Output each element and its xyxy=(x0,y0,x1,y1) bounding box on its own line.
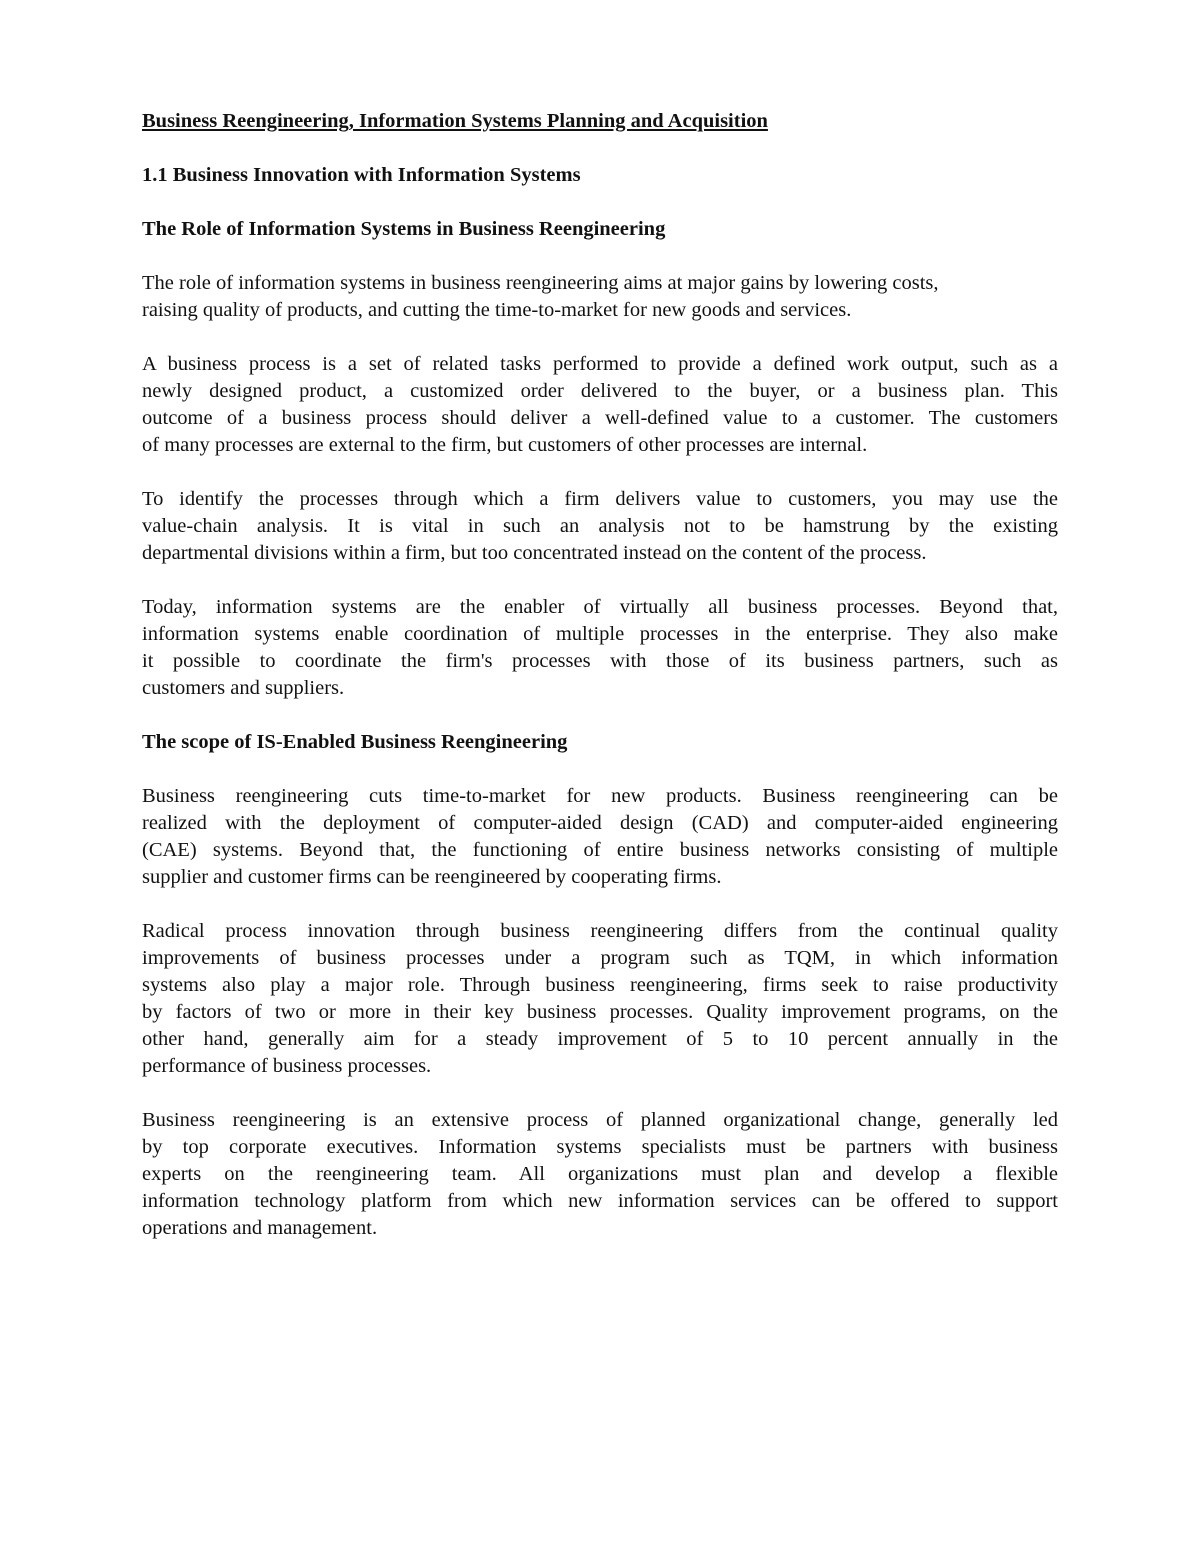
text-line: departmental divisions within a firm, but too concentrated instead on the content of the process. xyxy=(142,542,927,564)
text-line: by factors of two or more in their key business processes. Quality improvement programs, on the xyxy=(142,1001,1058,1023)
text-line: Radical process innovation through business reengineering differs from the continual quality xyxy=(142,920,1058,942)
text-line: operations and management. xyxy=(142,1217,378,1239)
paragraph xyxy=(142,783,1058,891)
text-line: other hand, generally aim for a steady improvement of 5 to 10 percent annually in the xyxy=(142,1028,1058,1050)
text-line: it possible to coordinate the firm's processes with those of its business partners, such as xyxy=(142,650,1058,672)
subheading-scope: The scope of IS-Enabled Business Reengineering xyxy=(142,731,568,753)
paragraph xyxy=(142,270,1058,324)
text-line: experts on the reengineering team. All organizations must plan and develop a flexible xyxy=(142,1163,1058,1185)
text-line: value-chain analysis. It is vital in such an analysis not to be hamstrung by the existing xyxy=(142,515,1058,537)
text-line: improvements of business processes under a program such as TQM, in which information xyxy=(142,947,1058,969)
text-line: systems also play a major role. Through business reengineering, firms seek to raise productivity xyxy=(142,974,1058,996)
text-line: information technology platform from which new information services can be offered to support xyxy=(142,1190,1058,1212)
text-line: information systems enable coordination of multiple processes in the enterprise. They also make xyxy=(142,623,1058,645)
text-line: Today, information systems are the enabler of virtually all business processes. Beyond that, xyxy=(142,596,1058,618)
text-line: (CAE) systems. Beyond that, the functioning of entire business networks consisting of multiple xyxy=(142,839,1058,861)
text-line: Business reengineering is an extensive process of planned organizational change, generally led xyxy=(142,1109,1058,1131)
text-line: A business process is a set of related tasks performed to provide a defined work output, such as a xyxy=(142,353,1058,375)
text-line: performance of business processes. xyxy=(142,1055,432,1077)
paragraph xyxy=(142,918,1058,1080)
paragraph xyxy=(142,486,1058,567)
paragraph xyxy=(142,351,1058,459)
subheading-role: The Role of Information Systems in Business Reengineering xyxy=(142,218,666,240)
text-line: newly designed product, a customized order delivered to the buyer, or a business plan. This xyxy=(142,380,1058,402)
paragraph xyxy=(142,1107,1058,1242)
text-line: supplier and customer firms can be reengineered by cooperating firms. xyxy=(142,866,722,888)
paragraph xyxy=(142,594,1058,702)
text-line: raising quality of products, and cutting the time-to-market for new goods and services. xyxy=(142,299,852,321)
text-line: Business reengineering cuts time-to-market for new products. Business reengineering can be xyxy=(142,785,1058,807)
text-line: by top corporate executives. Information systems specialists must be partners with business xyxy=(142,1136,1058,1158)
text-line: customers and suppliers. xyxy=(142,677,345,699)
text-line: realized with the deployment of computer-aided design (CAD) and computer-aided engineering xyxy=(142,812,1058,834)
section-heading: 1.1 Business Innovation with Information Systems xyxy=(142,164,581,186)
document-page xyxy=(142,108,1058,1269)
text-line: outcome of a business process should deliver a well-defined value to a customer. The customers xyxy=(142,407,1058,429)
text-line: To identify the processes through which a firm delivers value to customers, you may use the xyxy=(142,488,1058,510)
document-title: Business Reengineering, Information Systems Planning and Acquisition xyxy=(142,110,768,132)
text-line: The role of information systems in business reengineering aims at major gains by lowering costs, xyxy=(142,272,939,294)
text-line: of many processes are external to the firm, but customers of other processes are internal. xyxy=(142,434,868,456)
